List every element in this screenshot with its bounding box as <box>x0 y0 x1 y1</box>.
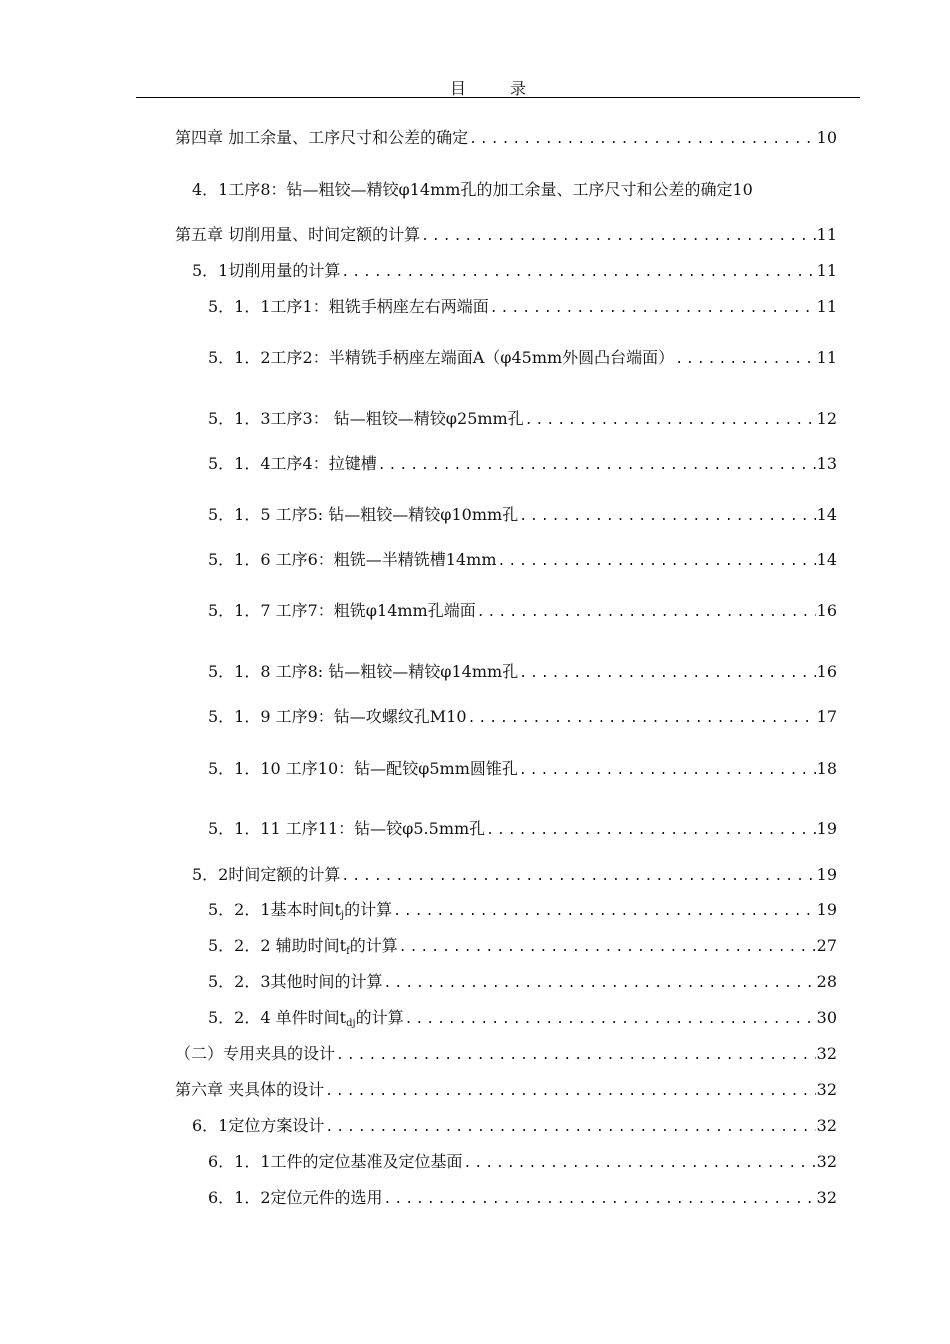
toc-entry-title: 5．1切削用量的计算 <box>192 261 341 280</box>
toc-entry-page: 32 <box>816 1080 837 1099</box>
toc-entry[interactable] <box>208 1006 837 1030</box>
toc-entry[interactable] <box>192 178 844 202</box>
toc-entry-page: 32 <box>816 1116 837 1135</box>
toc-leader-dots <box>464 1152 816 1176</box>
toc-entry[interactable] <box>208 970 837 994</box>
toc-entry-title: 5．1．8 工序8: 钻—粗铰—精铰φ14mm孔 <box>208 662 519 681</box>
toc-leader-dots <box>378 454 816 478</box>
toc-entry-page: 19 <box>816 900 837 919</box>
toc-entry-page: 10 <box>732 180 753 199</box>
toc-leader-dots <box>421 225 816 249</box>
toc-leader-dots <box>325 1116 815 1140</box>
toc-entry-page: 30 <box>816 1008 837 1027</box>
toc-entry[interactable] <box>208 934 837 958</box>
toc-entry-title: 第四章 加工余量、工序尺寸和公差的确定 <box>175 128 469 147</box>
toc-entry-title: 5．1．2工序2：半精铣手柄座左端面A（φ45mm外圆凸台端面） <box>208 348 675 367</box>
toc-entry-page: 19 <box>816 819 837 838</box>
toc-entry-page: 32 <box>816 1152 837 1171</box>
toc-entry-title: 6．1．2定位元件的选用 <box>208 1188 383 1207</box>
toc-entry-page: 19 <box>816 865 837 884</box>
toc-entry-page: 18 <box>816 759 837 778</box>
toc-entry-title: （二）专用夹具的设计 <box>175 1044 336 1063</box>
toc-entry[interactable] <box>192 863 837 887</box>
toc-entry-page: 17 <box>816 707 837 726</box>
toc-entry[interactable] <box>208 599 837 623</box>
toc-entry-title: 5．1．6 工序6：粗铣—半精铣槽14mm <box>208 550 497 569</box>
toc-entry-title: 5．1．9 工序9：钻—攻螺纹孔M10 <box>208 707 467 726</box>
toc-entry-title: 第五章 切削用量、时间定额的计算 <box>175 225 421 244</box>
toc-entry-page: 16 <box>816 601 837 620</box>
toc-entry[interactable] <box>192 1114 837 1138</box>
toc-leader-dots <box>675 348 815 372</box>
toc-entry-page: 16 <box>816 662 837 681</box>
toc-entry[interactable] <box>208 1150 837 1174</box>
toc-entry-page: 14 <box>816 550 837 569</box>
toc-entry-title: 5．1．4工序4：拉键槽 <box>208 454 377 473</box>
toc-entry-title: 5．1．10 工序10：钻—配铰φ5mm圆锥孔 <box>208 759 518 778</box>
toc-leader-dots <box>325 1080 816 1104</box>
toc-leader-dots <box>341 865 815 889</box>
toc-entry-page: 11 <box>816 297 837 316</box>
toc-entry[interactable] <box>208 817 837 841</box>
toc-entry[interactable] <box>175 126 837 150</box>
toc-leader-dots <box>525 409 816 433</box>
toc-leader-dots <box>477 601 816 625</box>
toc-entry[interactable] <box>175 223 837 247</box>
toc-entry-title: 5．1．11 工序11：钻—铰φ5.5mm孔 <box>208 819 486 838</box>
toc-entry-title: 第六章 夹具体的设计 <box>175 1080 325 1099</box>
toc-entry[interactable] <box>175 1078 837 1102</box>
toc-entry-page: 32 <box>816 1188 837 1207</box>
toc-leader-dots <box>384 1188 816 1212</box>
toc-leader-dots <box>469 128 816 152</box>
toc-entry-page: 11 <box>816 261 837 280</box>
toc-entry[interactable] <box>208 452 837 476</box>
toc-entry[interactable] <box>208 705 837 729</box>
toc-entry-title: 6．1．1工件的定位基准及定位基面 <box>208 1152 463 1171</box>
toc-entry[interactable] <box>208 757 837 781</box>
toc-entry[interactable] <box>208 346 837 370</box>
toc-entry-title: 5．1．3工序3： 钻—粗铰—精铰φ25mm孔 <box>208 409 524 428</box>
toc-entry[interactable] <box>208 548 837 572</box>
toc-entry-title: 5．2．1基本时间$t_j$的计算 <box>208 900 393 921</box>
toc-leader-dots <box>384 972 816 996</box>
toc-entry[interactable] <box>208 407 837 431</box>
toc-entry-title: 5．2时间定额的计算 <box>192 865 341 884</box>
toc-entry-title: 4．1工序8：钻—粗铰—精铰φ14mm孔的加工余量、工序尺寸和公差的确定 <box>192 180 733 199</box>
toc-entry-page: 13 <box>816 454 837 473</box>
toc-entry[interactable] <box>208 660 837 684</box>
toc-entry-page: 14 <box>816 505 837 524</box>
toc-entry[interactable] <box>208 898 837 922</box>
toc-entry-page: 28 <box>816 972 837 991</box>
toc-entry-title: 5．2．3其他时间的计算 <box>208 972 383 991</box>
toc-leader-dots <box>399 936 816 960</box>
toc-leader-dots <box>405 1008 816 1032</box>
toc-leader-dots <box>519 505 815 529</box>
toc-entry-title: 5．2．2 辅助时间$t_f$的计算 <box>208 936 398 957</box>
page-title: 目 录 <box>449 79 540 98</box>
toc-entry-page: 27 <box>816 936 837 955</box>
toc-entry-title: 5．1．7 工序7：粗铣φ14mm孔端面 <box>208 601 476 620</box>
toc-entry-title: 5．1．5 工序5: 钻—粗铰—精铰φ10mm孔 <box>208 505 519 524</box>
toc-entry-page: 12 <box>816 409 837 428</box>
toc-entry[interactable] <box>192 259 837 283</box>
toc-entry[interactable] <box>208 295 837 319</box>
toc-leader-dots <box>519 759 816 783</box>
toc-entry[interactable] <box>175 1042 837 1066</box>
toc-leader-dots <box>519 662 815 686</box>
toc-leader-dots <box>468 707 816 731</box>
toc-entry[interactable] <box>208 1186 837 1210</box>
toc-entry-page: 10 <box>816 128 837 147</box>
toc-leader-dots <box>341 261 815 285</box>
toc-entry-page: 11 <box>816 348 837 367</box>
toc-leader-dots <box>490 297 816 321</box>
toc-entry[interactable] <box>208 503 837 527</box>
toc-entry-title: 5．1．1工序1：粗铣手柄座左右两端面 <box>208 297 489 316</box>
toc-leader-dots <box>498 550 816 574</box>
toc-leader-dots <box>486 819 815 843</box>
toc-entry-page: 32 <box>816 1044 837 1063</box>
toc-leader-dots <box>393 900 816 924</box>
toc-entry-title: 5．2．4 单件时间$t_{dj}$的计算 <box>208 1008 404 1029</box>
toc-entry-title: 6．1定位方案设计 <box>192 1116 325 1135</box>
toc-entry-page: 11 <box>816 225 837 244</box>
toc-leader-dots <box>336 1044 816 1068</box>
